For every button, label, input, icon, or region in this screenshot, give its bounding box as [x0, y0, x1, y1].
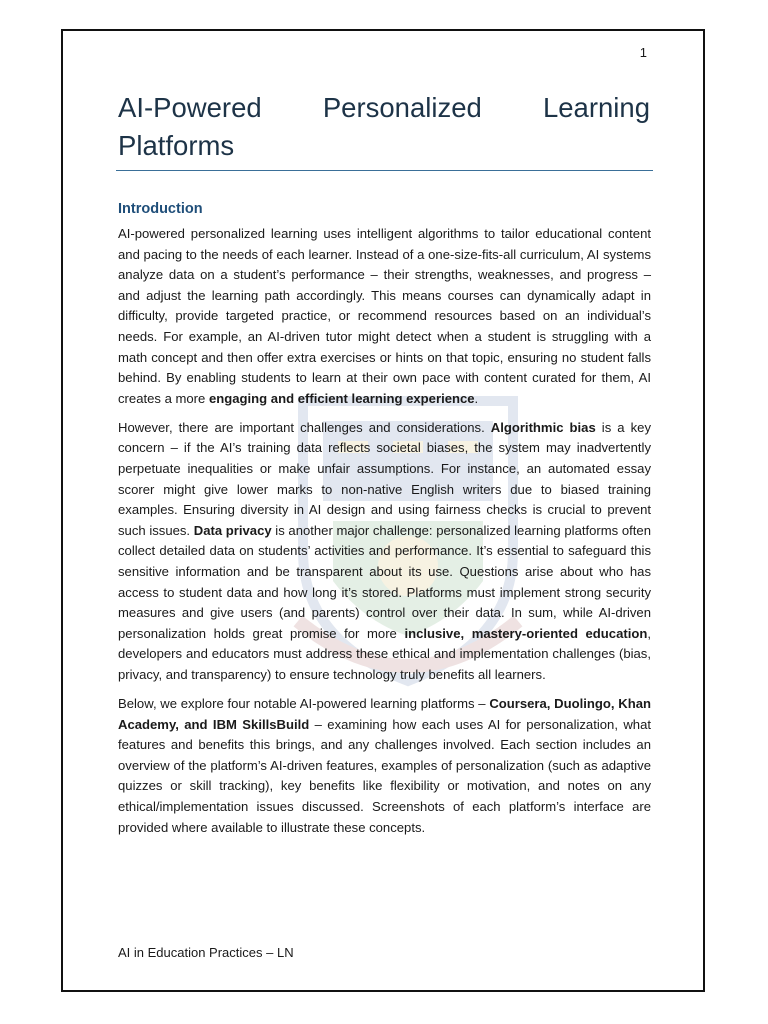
document-body — [118, 224, 651, 847]
paragraph-platforms-overview — [118, 694, 651, 838]
text-run: , developers and educators must address these ethical and implementation challenges (bias, privacy, and transparency) to ensure technology truly benefits all learners. — [118, 625, 652, 682]
text-run: is another major challenge: personalized learning platforms often collect detailed data on students’ activities and performance. It’s essential to safeguard this sensitive information and be transparent about its use. Questions arise about who has access to student data and how long it’s stored. Platforms must implement strong security measures and give users (and parents) control over their data. In sum, while AI-driven personalization holds great promise for more — [118, 522, 651, 641]
text-run: is a key concern – if the AI’s training data reflects societal biases, the system may inadvertently perpetuate inequalities or make unfair assumptions. For instance, an automated essay scorer might give lower marks to non-native English writers due to biased training examples. Ensuring diversity in AI design and using fairness checks is crucial to prevent such issues. — [118, 419, 651, 538]
text-run: AI-powered personalized learning uses intelligent algorithms to tailor educational content and pacing to the needs of each learner. Instead of a one-size-fits-all curriculum, AI systems analyze data on a student’s performance – their strengths, weaknesses, and progress – and adjust the learning path accordingly. This means courses can dynamically adapt in difficulty, provide targeted practice, or recommend resources based on an individual’s needs. For example, an AI-driven tutor might detect when a student is struggling with a math concept and then offer extra exercises or hints on that topic, ensuring no student falls behind. By enabling students to learn at their own pace with content curated for them, AI creates a more — [118, 226, 651, 406]
section-heading: Introduction — [118, 201, 203, 217]
bold-text-run: Coursera, Duolingo, Khan Academy, and IBM SkillsBuild — [118, 696, 651, 732]
page-number: 1 — [639, 45, 647, 60]
bold-text-run: engaging and efficient learning experience — [208, 390, 475, 406]
document-page — [61, 29, 705, 992]
text-run: . — [474, 390, 479, 406]
bold-text-run: Algorithmic bias — [490, 419, 596, 435]
text-run: However, there are important challenges and considerations. — [118, 419, 491, 435]
document-title: AI-Powered Personalized Learning Platforms — [118, 92, 650, 161]
title-divider — [116, 170, 653, 171]
page-footer: AI in Education Practices – LN — [118, 945, 294, 960]
text-run: Below, we explore four notable AI-powered learning platforms – — [118, 696, 490, 712]
paragraph-introduction — [118, 224, 651, 409]
bold-text-run: Data privacy — [193, 522, 272, 538]
text-run: – examining how each uses AI for personalization, what features and benefits this brings, and any challenges involved. Each section includes an overview of the platform’s AI-driven features, examples of personalization (such as adaptive quizzes or skill tracking), key benefits like flexibility or motivation, and notes on any ethical/implementation issues discussed. Screenshots of each platform’s interface are provided where available to illustrate these concepts. — [118, 716, 651, 835]
bold-text-run: inclusive, mastery-oriented education — [404, 625, 648, 641]
paragraph-challenges — [118, 418, 651, 686]
